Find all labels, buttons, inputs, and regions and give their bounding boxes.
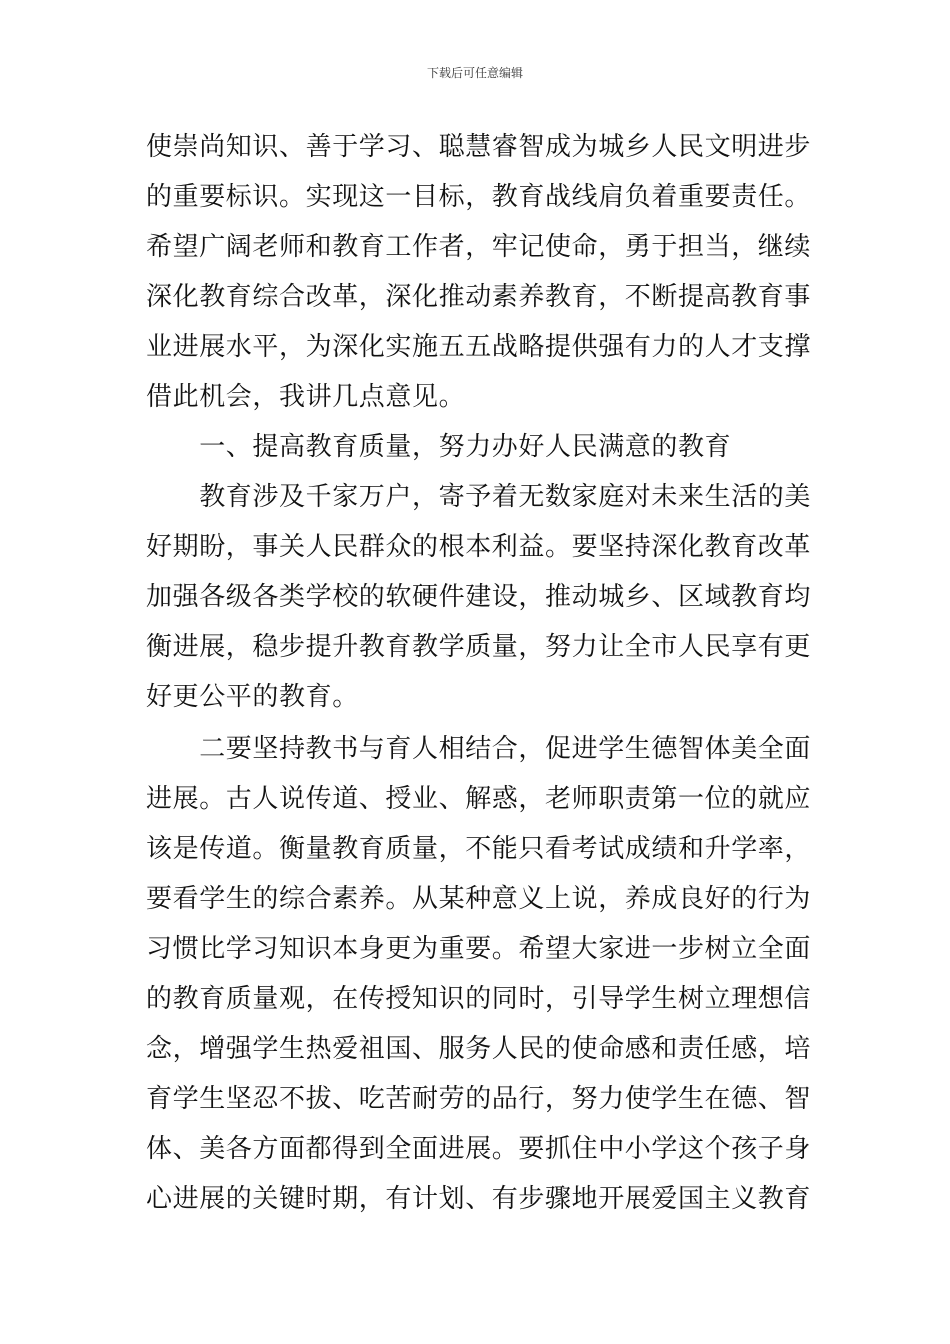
text-line: 的教育质量观，在传授知识的同时，引导学生树立理想信 xyxy=(146,984,812,1014)
text-line: 使崇尚知识、善于学习、聪慧睿智成为城乡人民文明进步 xyxy=(146,132,812,162)
text-line: 念，增强学生热爱祖国、服务人民的使命感和责任感，培 xyxy=(146,1034,812,1064)
text-line: 好更公平的教育。 xyxy=(146,682,359,712)
text-line: 进展。古人说传道、授业、解惑，老师职责第一位的就应 xyxy=(146,784,812,814)
text-line: 业进展水平，为深化实施五五战略提供强有力的人才支撑 xyxy=(146,332,812,362)
text-line: 借此机会，我讲几点意见。 xyxy=(146,382,466,412)
page-header: 下载后可任意编辑 xyxy=(426,66,523,80)
document-body xyxy=(146,122,812,1224)
text-line: 深化教育综合改革，深化推动素养教育，不断提高教育事 xyxy=(146,282,812,312)
text-line: 心进展的关键时期，有计划、有步骤地开展爱国主义教育 xyxy=(146,1184,812,1214)
text-line: 希望广阔老师和教育工作者，牢记使命，勇于担当，继续 xyxy=(146,232,812,262)
text-line: 习惯比学习知识本身更为重要。希望大家进一步树立全面 xyxy=(146,934,812,964)
text-line: 该是传道。衡量教育质量，不能只看考试成绩和升学率， xyxy=(146,834,812,864)
text-line: 二要坚持教书与育人相结合，促进学生德智体美全面 xyxy=(146,734,812,764)
text-line: 衡进展，稳步提升教育教学质量，努力让全市人民享有更 xyxy=(146,632,812,662)
text-line: 加强各级各类学校的软硬件建设，推动城乡、区域教育均 xyxy=(146,582,812,612)
text-line: 体、美各方面都得到全面进展。要抓住中小学这个孩子身 xyxy=(146,1134,812,1164)
text-line: 育学生坚忍不拔、吃苦耐劳的品行，努力使学生在德、智 xyxy=(146,1084,812,1114)
text-line: 要看学生的综合素养。从某种意义上说，养成良好的行为 xyxy=(146,884,812,914)
text-line: 教育涉及千家万户，寄予着无数家庭对未来生活的美 xyxy=(146,482,812,512)
text-line: 好期盼，事关人民群众的根本利益。要坚持深化教育改革 xyxy=(146,532,812,562)
text-line: 的重要标识。实现这一目标，教育战线肩负着重要责任。 xyxy=(146,182,812,212)
section-heading: 一、提高教育质量，努力办好人民满意的教育 xyxy=(146,432,732,462)
